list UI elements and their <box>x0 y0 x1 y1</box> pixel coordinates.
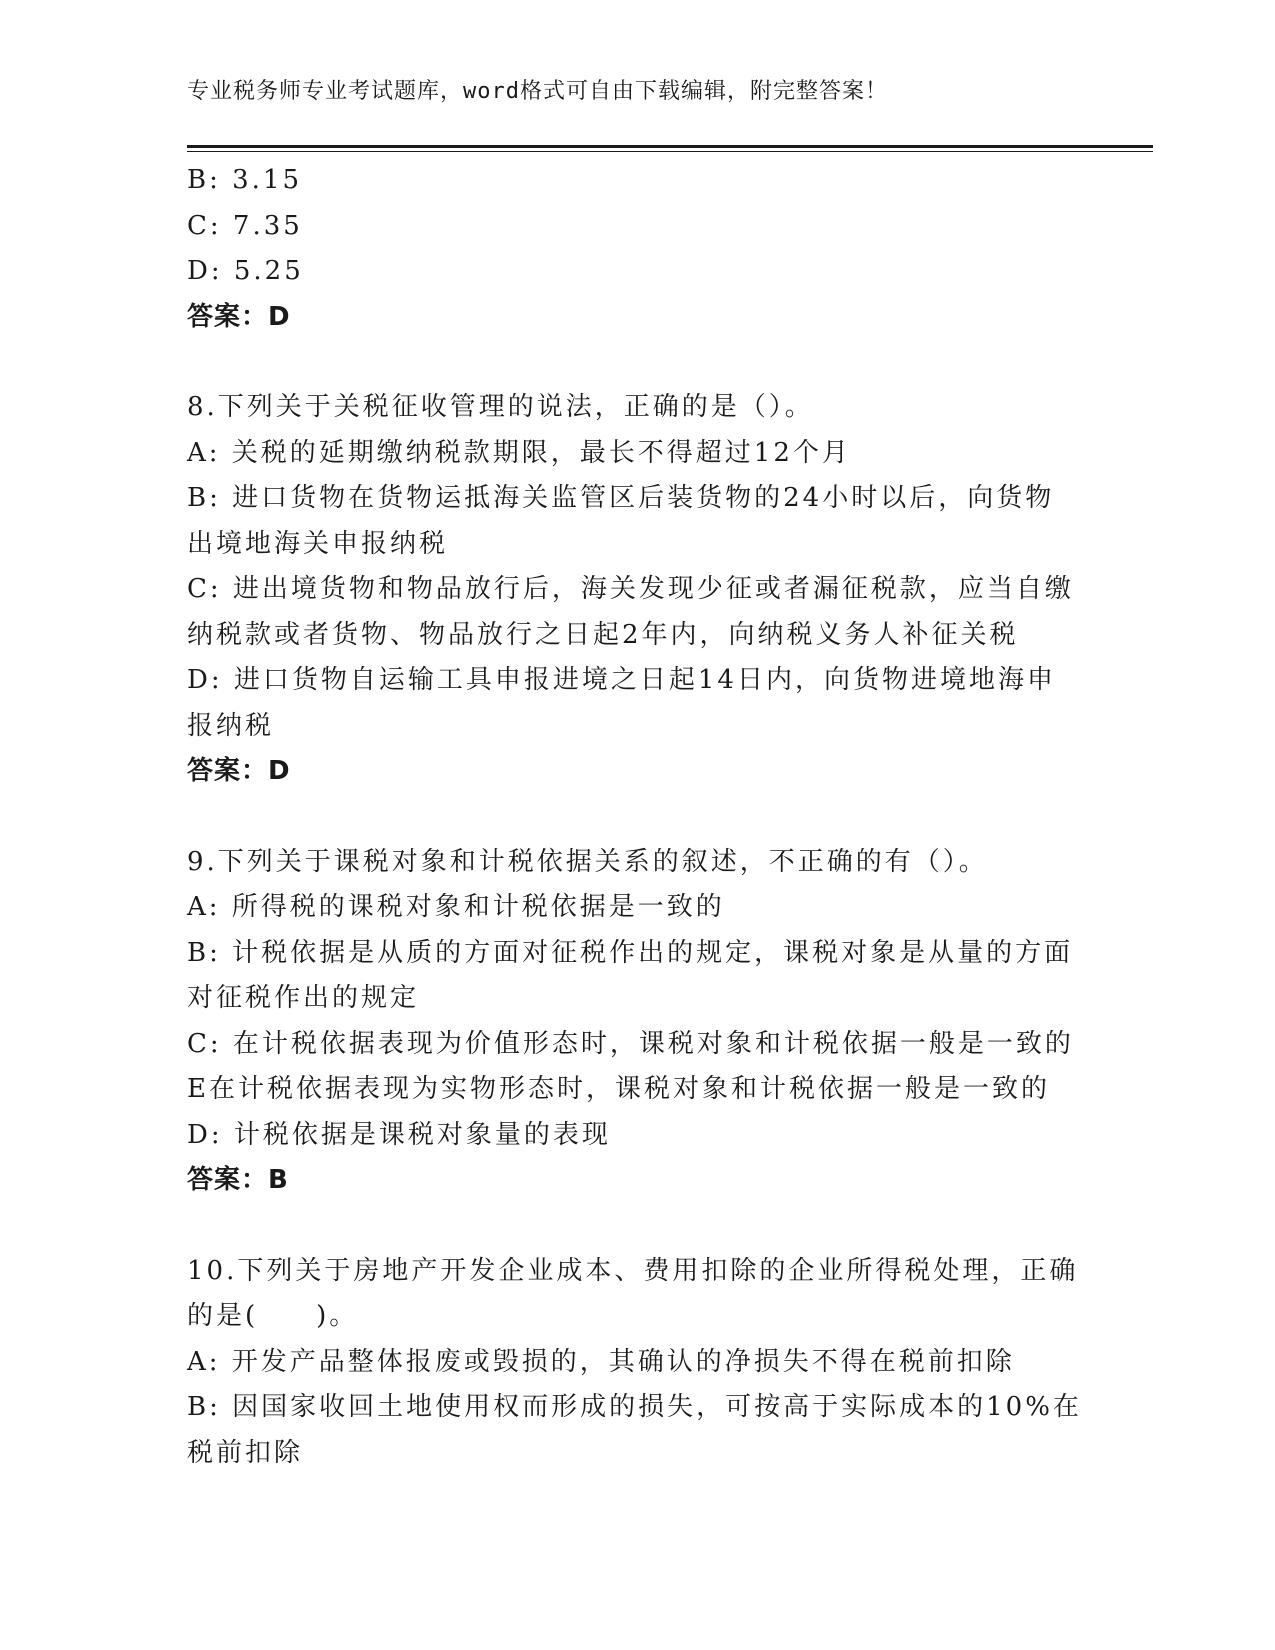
page-header: 专业税务师专业考试题库，word格式可自由下载编辑，附完整答案！ <box>187 79 888 104</box>
question-8-stem: 8.下列关于关税征收管理的说法，正确的是（）。 <box>187 392 814 422</box>
document-body <box>187 158 1087 1476</box>
question-10-stem: 10.下列关于房地产开发企业成本、费用扣除的企业所得税处理，正确 <box>187 1255 1079 1286</box>
question-10-option-b-cont: 税前扣除 <box>187 1437 304 1468</box>
question-8-option-a: A: 关税的延期缴纳税款期限，最长不得超过12个月 <box>187 437 851 468</box>
question-8-block <box>187 385 1087 795</box>
question-9-stem: 9.下列关于课税对象和计税依据关系的叙述，不正确的有（）。 <box>187 846 988 877</box>
spacer <box>187 1204 1087 1249</box>
question-9-option-b: B: 计税依据是从质的方面对征税作出的规定，课税对象是从量的方面 <box>187 937 1074 968</box>
question-9-option-b-cont: 对征税作出的规定 <box>187 983 420 1013</box>
question-8-option-d-cont: 报纳税 <box>187 710 275 741</box>
question-9-option-d: D: 计税依据是课税对象量的表现 <box>187 1119 611 1150</box>
header-rule-thick <box>187 145 1153 148</box>
question-10-option-b: B: 因国家收回土地使用权而形成的损失，可按高于实际成本的10%在 <box>187 1392 1082 1422</box>
question-8-option-c-cont: 纳税款或者货物、物品放行之日起2年内，向纳税义务人补征关税 <box>187 619 1019 650</box>
header-rule-thin <box>187 151 1153 152</box>
question-9-option-e: E在计税依据表现为实物形态时，课税对象和计税依据一般是一致的 <box>187 1074 1050 1104</box>
question-10-block <box>187 1249 1087 1477</box>
question-8-option-b: B: 进口货物在货物运抵海关监管区后装货物的24小时以后，向货物 <box>187 483 1055 513</box>
question-8-answer: 答案：D <box>187 756 291 786</box>
question-9-answer: 答案：B <box>187 1165 289 1195</box>
question-8-option-c: C: 进出境货物和物品放行后，海关发现少征或者漏征税款，应当自缴 <box>187 574 1074 604</box>
spacer <box>187 340 1087 385</box>
option-d: D: 5.25 <box>187 256 304 286</box>
question-9-option-a: A: 所得税的课税对象和计税依据是一致的 <box>187 892 725 922</box>
option-b: B: 3.15 <box>187 165 303 195</box>
question-10-stem-cont: 的是( )。 <box>187 1301 359 1331</box>
question-9-block <box>187 840 1087 1204</box>
option-c: C: 7.35 <box>187 210 303 241</box>
answer: 答案：D <box>187 301 291 332</box>
question-8-option-b-cont: 出境地海关申报纳税 <box>187 528 449 559</box>
spacer <box>187 795 1087 840</box>
question-10-option-a: A: 开发产品整体报废或毁损的，其确认的净损失不得在税前扣除 <box>187 1346 1015 1377</box>
prev-question-block <box>187 158 1087 340</box>
question-9-option-c: C: 在计税依据表现为价值形态时，课税对象和计税依据一般是一致的 <box>187 1028 1074 1059</box>
question-8-option-d: D: 进口货物自运输工具申报进境之日起14日内，向货物进境地海申 <box>187 665 1056 695</box>
